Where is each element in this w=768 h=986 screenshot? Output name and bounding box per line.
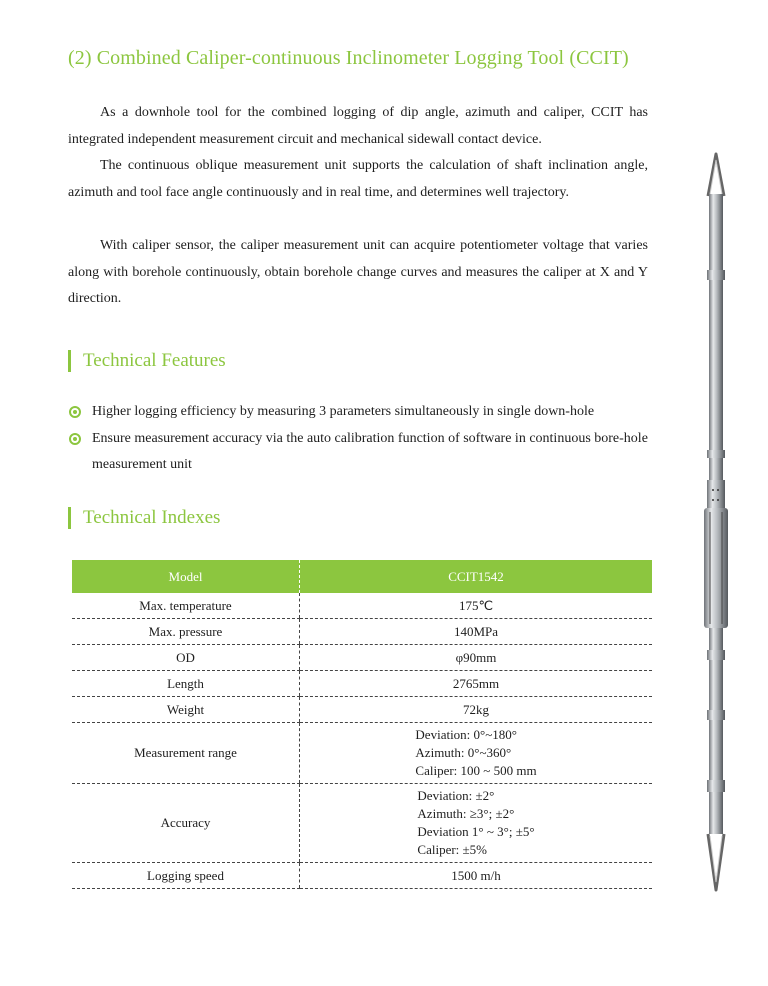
row-label: Max. pressure [72,619,300,645]
table-row [72,697,652,723]
value-line: Deviation: ±2° [417,788,495,803]
intro-paragraph-1: As a downhole tool for the combined logging of dip angle, azimuth and caliper, CCIT has integrated independent measurement circuit and mechanical sidewall contact device. [68,105,648,147]
row-value: 1500 m/h [300,863,653,889]
table-row [72,723,652,784]
row-label: Logging speed [72,863,300,889]
feature-item: Higher logging efficiency by measuring 3 parameters simultaneously in single down-hole [68,399,650,426]
row-label: Max. temperature [72,593,300,619]
row-value: 175℃ [300,593,653,619]
intro-paragraph-3: With caliper sensor, the caliper measurement unit can acquire potentiometer voltage that varies along with borehole continuously, obtain borehole change curves and measures the caliper at X and Y direction. [68,238,648,307]
value-line: Deviation 1° ~ 3°; ±5° [417,824,535,839]
table-row [72,671,652,697]
row-label: Weight [72,697,300,723]
value-line: Deviation: 0°~180° [415,727,517,742]
table-row [72,784,652,863]
value-line: Azimuth: ≥3°; ±2° [417,806,515,821]
indexes-heading: Technical Indexes [68,507,220,529]
table-row [72,619,652,645]
header-ccit1542: CCIT1542 [300,560,653,593]
row-label: Measurement range [72,723,300,784]
table-row [72,593,652,619]
logging-tool-image [696,150,736,898]
spec-table [72,560,652,889]
spec-table-header [72,560,652,593]
row-label: OD [72,645,300,671]
row-value: 140MPa [300,619,653,645]
value-line: Caliper: ±5% [417,842,488,857]
value-line: Caliper: 100 ~ 500 mm [415,763,537,778]
circle-bullet-icon [69,406,81,418]
value-line: Azimuth: 0°~360° [415,745,512,760]
header-model: Model [72,560,300,593]
row-label: Accuracy [72,784,300,863]
row-value: φ90mm [300,645,653,671]
row-value: 72kg [300,697,653,723]
row-label: Length [72,671,300,697]
row-value [300,784,653,863]
features-list [68,399,650,479]
row-value: 2765mm [300,671,653,697]
feature-item: Ensure measurement accuracy via the auto calibration function of software in continuous bore-hole measurement unit [68,426,650,479]
intro-paragraph-2: The continuous oblique measurement unit supports the calculation of shaft inclination angle, azimuth and tool face angle continuously and in real time, and determines well trajectory. [68,158,648,200]
table-row [72,863,652,889]
row-value [300,723,653,784]
page-title: (2) Combined Caliper-continuous Inclinometer Logging Tool (CCIT) [68,47,629,69]
circle-bullet-icon [69,433,81,445]
features-heading: Technical Features [68,350,226,372]
table-row [72,645,652,671]
